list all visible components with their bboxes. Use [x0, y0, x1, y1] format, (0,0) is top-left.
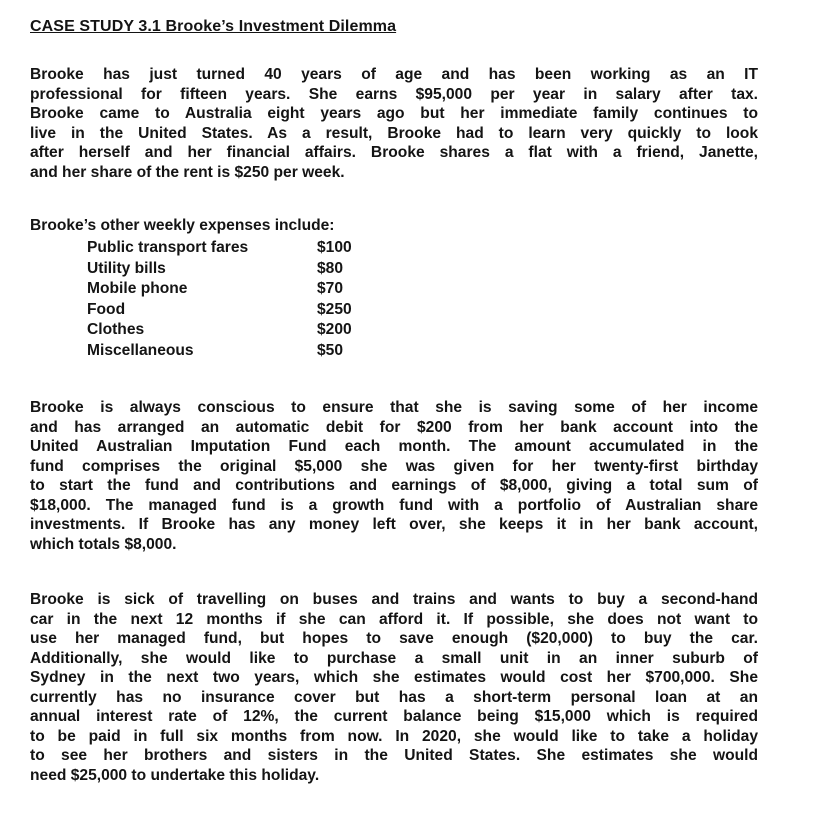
text-line: Brooke is always conscious to ensure that she is saving some of her income [30, 399, 758, 416]
text-line: after herself and her financial affairs. Brooke shares a flat with a friend, Janette, [30, 144, 758, 161]
text-line: $18,000. The managed fund is a growth fund with a portfolio of Australian share [30, 496, 758, 514]
text-line: Brooke is sick of travelling on buses and trains and wants to buy a second-hand [30, 591, 758, 608]
expense-amount: $50 [317, 341, 344, 359]
expense-row [87, 238, 397, 259]
paragraph-income [30, 65, 758, 182]
text-line: currently has no insurance cover but has a short-term personal loan at an [30, 688, 758, 706]
expense-amount: $100 [317, 239, 352, 256]
expense-row [87, 320, 397, 341]
text-line: professional for fifteen years. She earns $95,000 per year in salary after tax. [30, 85, 758, 103]
expense-amount: $200 [317, 321, 352, 338]
text-line: Brooke has just turned 40 years of age and has been working as an IT [30, 66, 758, 83]
text-line: United Australian Imputation Fund each month. The amount accumulated in the [30, 438, 758, 455]
expense-row [87, 300, 397, 321]
case-study-title: CASE STUDY 3.1 Brooke’s Investment Dilemma [30, 18, 397, 35]
text-line: to see her brothers and sisters in the United States. She estimates she would [30, 747, 758, 764]
expense-row [87, 341, 397, 362]
expense-amount: $250 [317, 300, 352, 318]
text-line: car in the next 12 months if she can afford it. If possible, she does not want to [30, 610, 758, 628]
text-line: which totals $8,000. [30, 535, 177, 553]
text-line: need $25,000 to undertake this holiday. [30, 766, 320, 784]
text-line: Additionally, she would like to purchase a small unit in an inner suburb of [30, 649, 758, 667]
text-line: and her share of the rent is $250 per week. [30, 163, 345, 181]
expense-label: Food [87, 300, 126, 318]
text-line: investments. If Brooke has any money left over, she keeps it in her bank account, [30, 516, 758, 533]
expense-label: Mobile phone [87, 280, 188, 297]
text-line: fund comprises the original $5,000 she was given for her twenty-first birthday [30, 457, 758, 475]
expenses-list [87, 238, 397, 361]
expense-label: Public transport fares [87, 239, 249, 256]
paragraph-savings [30, 398, 758, 554]
expense-label: Utility bills [87, 259, 166, 277]
expense-row [87, 259, 397, 280]
expense-label: Clothes [87, 321, 145, 338]
expenses-heading: Brooke’s other weekly expenses include: [30, 217, 335, 234]
expense-row [87, 279, 397, 300]
text-line: and has arranged an automatic debit for $200 from her bank account into the [30, 418, 758, 436]
paragraph-goals [30, 590, 758, 785]
text-line: use her managed fund, but hopes to save enough ($20,000) to buy the car. [30, 630, 758, 647]
expense-label: Miscellaneous [87, 341, 194, 359]
text-line: to start the fund and contributions and earnings of $8,000, giving a total sum of [30, 477, 758, 494]
expense-amount: $80 [317, 259, 344, 277]
text-line: to be paid in full six months from now. In 2020, she would like to take a holiday [30, 727, 758, 745]
text-line: Brooke came to Australia eight years ago but her immediate family continues to [30, 105, 758, 122]
text-line: live in the United States. As a result, Brooke had to learn very quickly to look [30, 124, 758, 142]
text-line: annual interest rate of 12%, the current balance being $15,000 which is required [30, 708, 758, 725]
expense-amount: $70 [317, 280, 344, 297]
text-line: Sydney in the next two years, which she estimates would cost her $700,000. She [30, 669, 758, 686]
